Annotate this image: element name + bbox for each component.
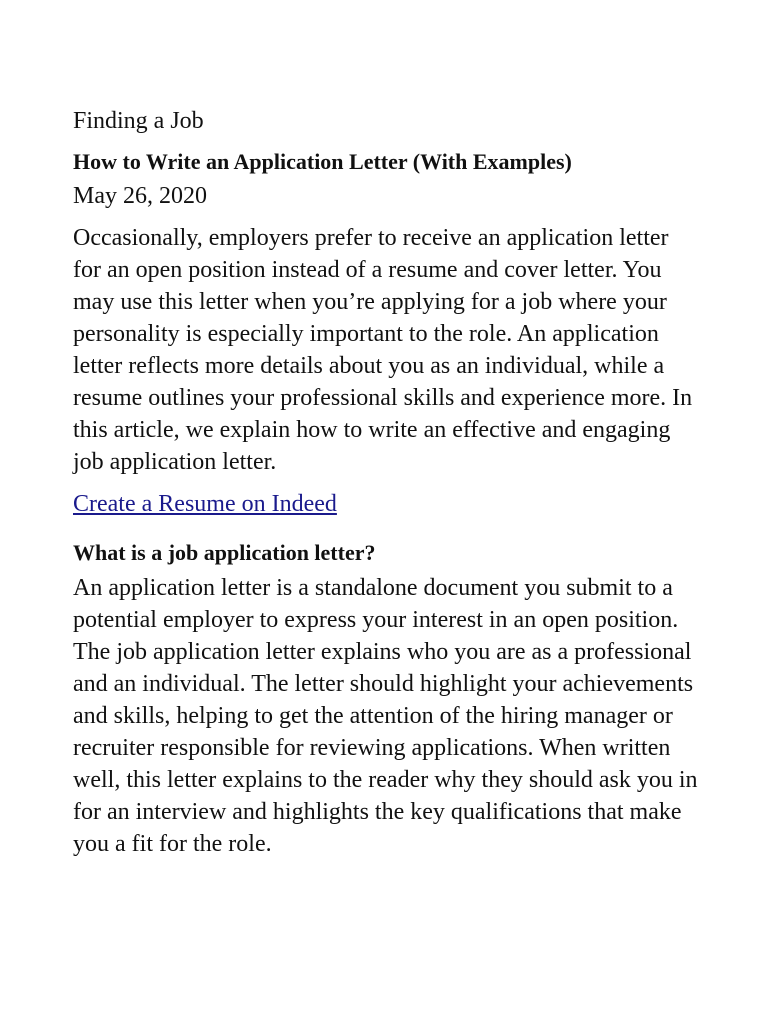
intro-paragraph: Occasionally, employers prefer to receive an application letter for an open position instead of a resume and cover letter. You may use this letter when you’re applying for a job where your personality is especially important to the role. An application letter reflects more details about you as an individual, while a resume outlines your professional skills and experience more. In this article, we explain how to write an effective and engaging job application letter.: [73, 225, 693, 475]
article-title: How to Write an Application Letter (With Examples): [73, 149, 572, 174]
section-heading: What is a job application letter?: [73, 540, 376, 565]
create-resume-link[interactable]: Create a Resume on Indeed: [73, 491, 337, 517]
article-category: Finding a Job: [73, 108, 204, 134]
section-paragraph: An application letter is a standalone document you submit to a potential employer to express your interest in an open position. The job application letter explains who you are as a professional and an individual. The letter should highlight your achievements and skills, helping to get the attention of the hiring manager or recruiter responsible for reviewing applications. When written well, this letter explains to the reader why they should ask you in for an interview and highlights the key qualifications that make you a fit for the role.: [73, 575, 698, 857]
article-date: May 26, 2020: [73, 183, 207, 209]
